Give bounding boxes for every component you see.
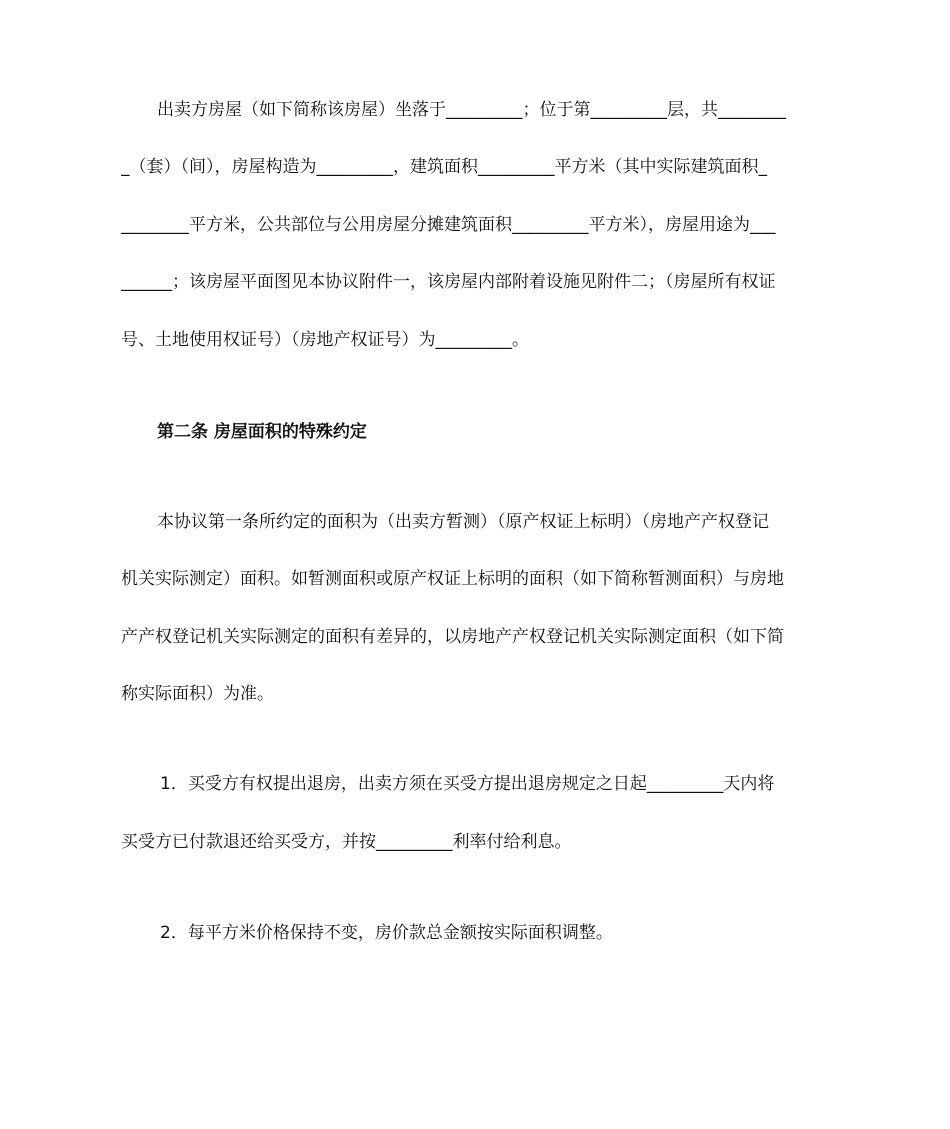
paragraph-2-line-1: 本协议第一条所约定的面积为（出卖方暂测）（原产权证上标明）（房地产产权登记: [157, 512, 769, 532]
paragraph-1-line-5: 号、土地使用权证号）（房地产权证号）为_________。: [121, 330, 529, 350]
paragraph-1-line-2: _（套）（间），房屋构造为_________，建筑面积_________平方米（其中实际建筑面积_: [121, 157, 767, 177]
paragraph-2-line-4: 称实际面积）为准。: [121, 684, 274, 704]
item-2-line-1: 2．每平方米价格保持不变，房价款总金额按实际面积调整。: [160, 923, 613, 943]
item-1-line-1: 1．买受方有权提出退房，出卖方须在买受方提出退房规定之日起_________天内将: [160, 774, 775, 794]
paragraph-1-line-4: ______；该房屋平面图见本协议附件一，该房屋内部附着设施见附件二；（房屋所有权证: [121, 272, 776, 292]
item-1-line-2: 买受方已付款退还给买受方，并按_________利率付给利息。: [121, 832, 572, 852]
paragraph-1-line-1: 出卖方房屋（如下简称该房屋）坐落于_________；位于第_________层，共________: [157, 100, 786, 120]
section-2-heading: 第二条 房屋面积的特殊约定: [157, 422, 367, 442]
paragraph-1-line-3: ________平方米，公共部位与公用房屋分摊建筑面积_________平方米），房屋用途为___: [121, 215, 776, 235]
paragraph-2-line-3: 产产权登记机关实际测定的面积有差异的，以房地产产权登记机关实际测定面积（如下简: [121, 627, 784, 647]
paragraph-2-line-2: 机关实际测定）面积。如暂测面积或原产权证上标明的面积（如下简称暂测面积）与房地: [121, 569, 784, 589]
